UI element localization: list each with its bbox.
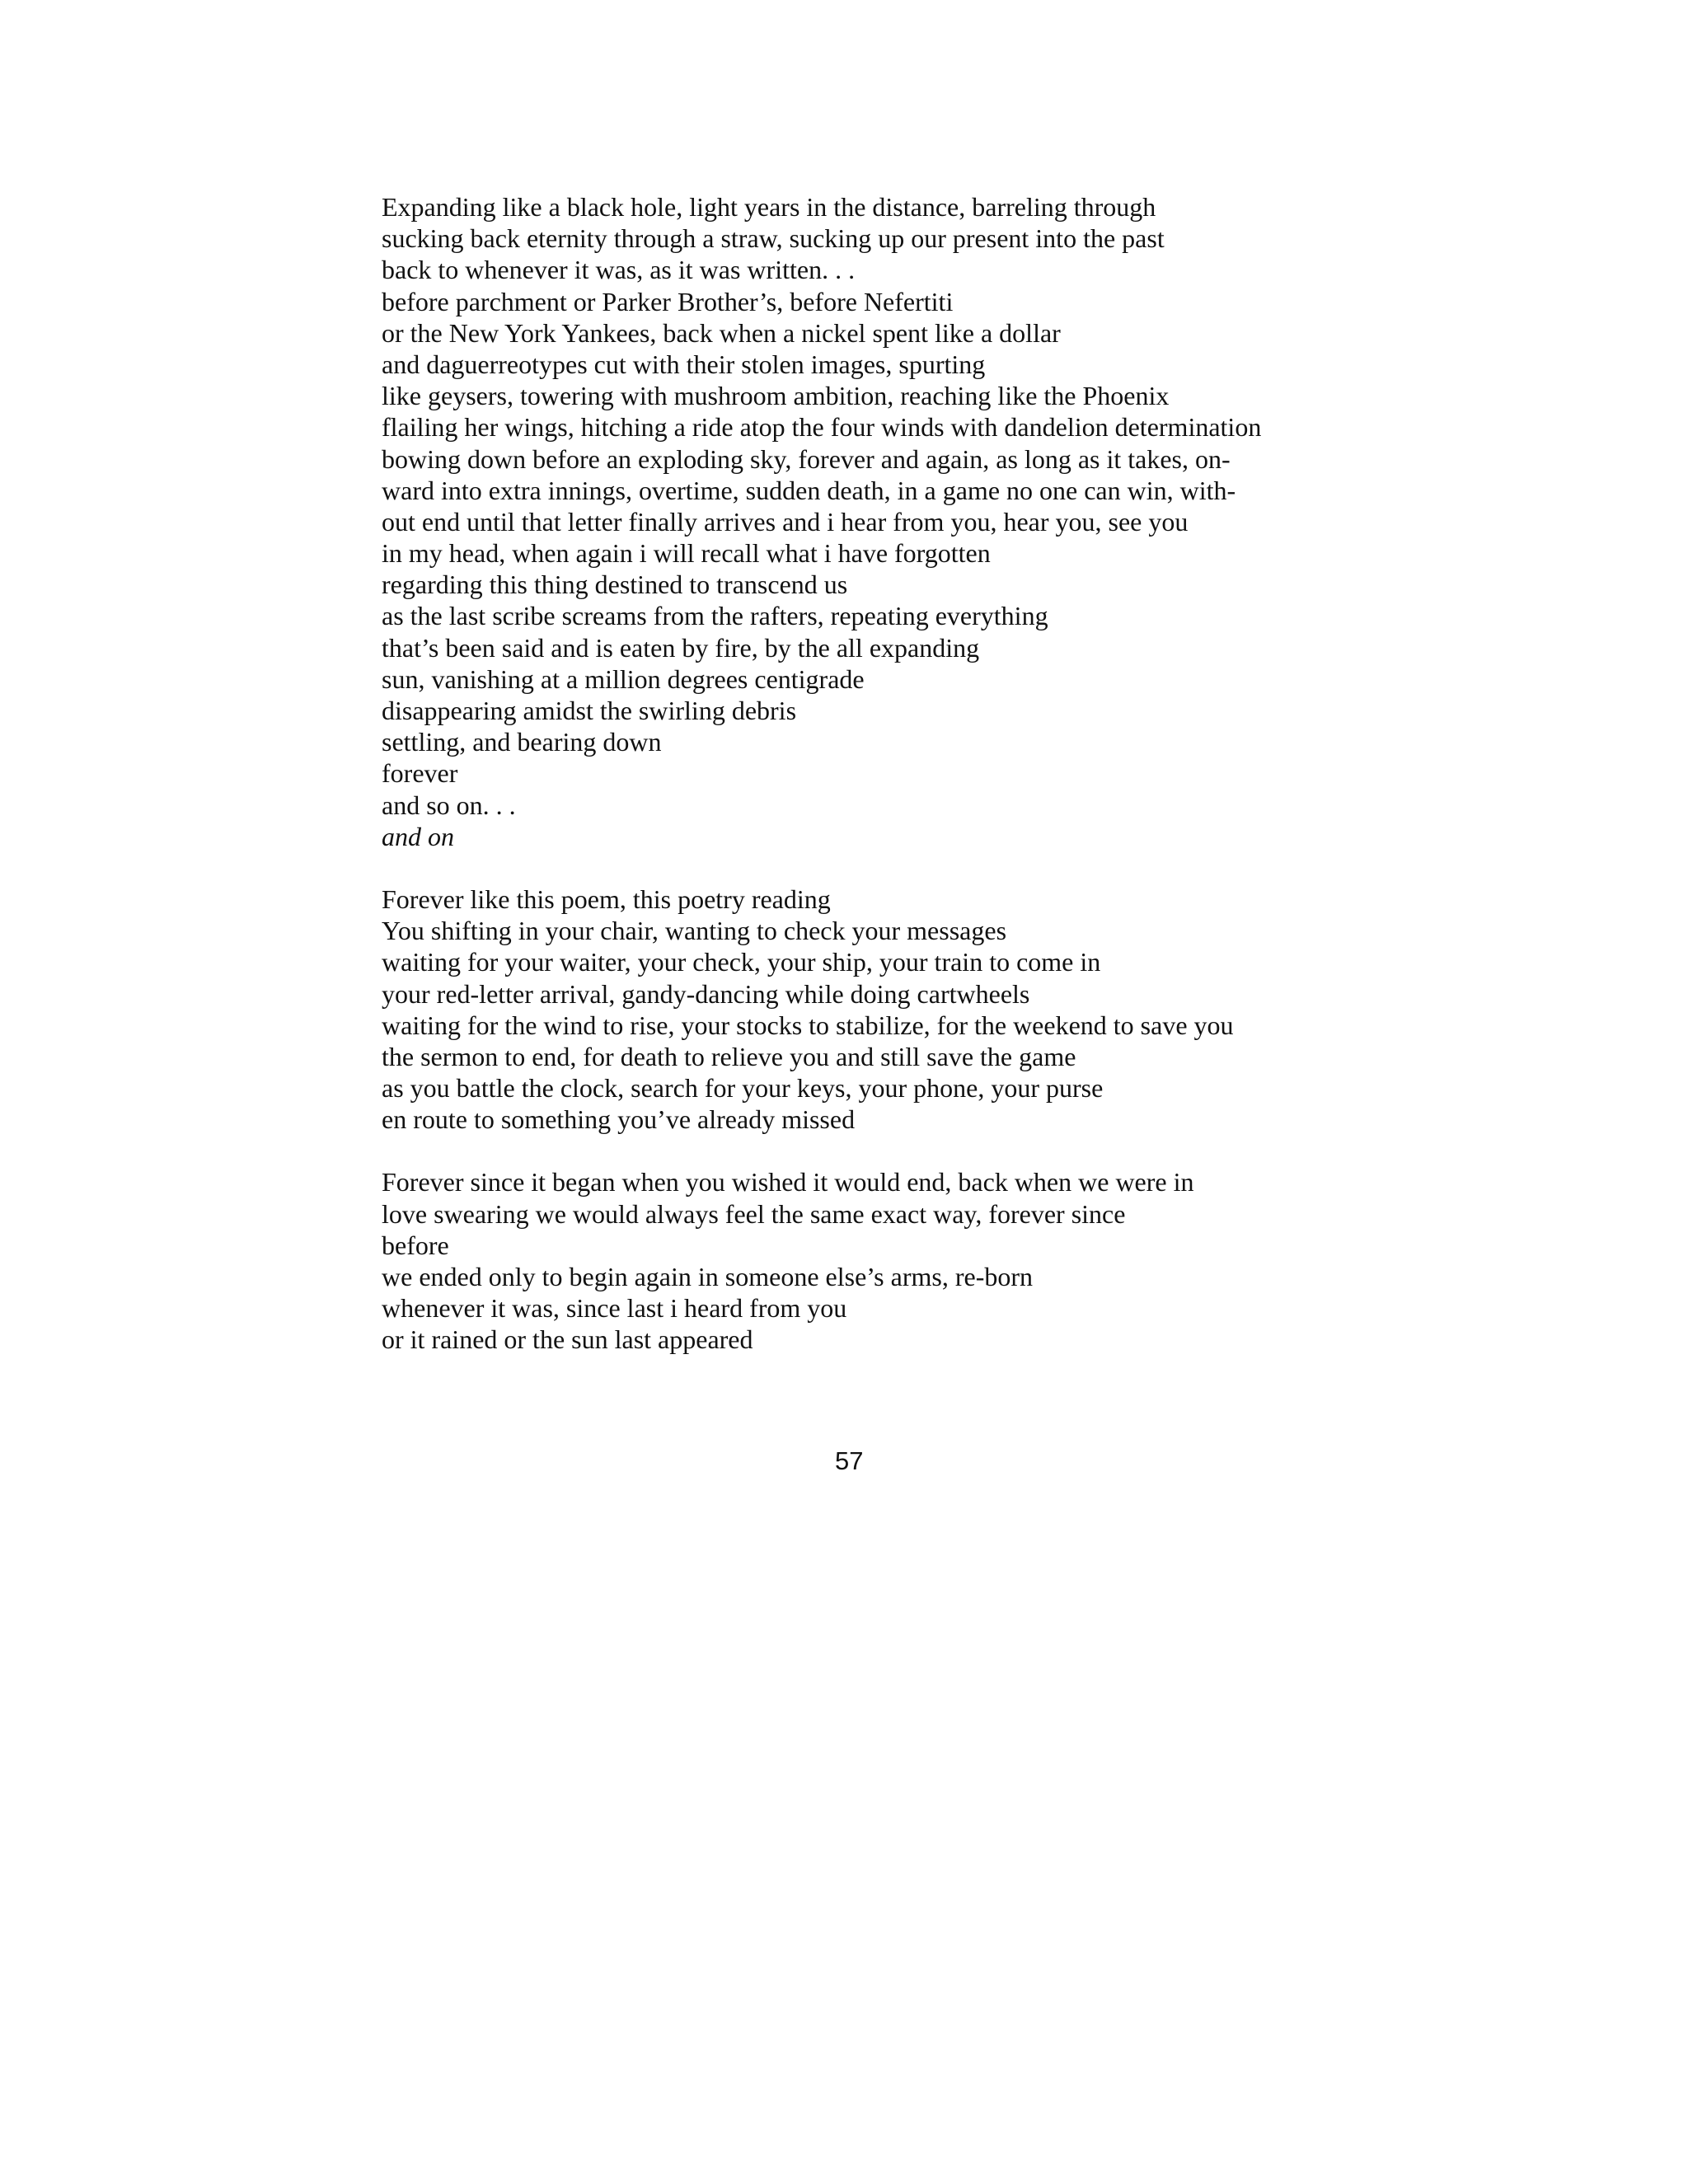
poem-line: like geysers, towering with mushroom ambition, reaching like the Phoenix — [382, 381, 1170, 411]
poem-line: or it rained or the sun last appeared — [382, 1324, 753, 1355]
poem-line: waiting for your waiter, your check, your ship, your train to come in — [382, 947, 1101, 977]
poem-line: en route to something you’ve already missed — [382, 1104, 856, 1135]
poem-line: disappearing amidst the swirling debris — [382, 696, 797, 725]
poem-line: You shifting in your chair, wanting to check your messages — [382, 916, 1007, 946]
poem-line: as you battle the clock, search for your keys, your phone, your purse — [382, 1073, 1104, 1104]
poem-line: settling, and bearing down — [382, 727, 662, 757]
poem-line: sucking back eternity through a straw, sucking up our present into the past — [382, 223, 1165, 254]
stanza-2 — [382, 883, 1667, 1136]
poem-line: before — [382, 1230, 449, 1260]
stanza-3 — [382, 1166, 1667, 1355]
poem-line: and so on. . . — [382, 790, 516, 820]
poem-line: ward into extra innings, overtime, sudden death, in a game no one can win, with- — [382, 475, 1236, 505]
poem-line: love swearing we would always feel the same exact way, forever since — [382, 1198, 1126, 1229]
page-number: 57 — [835, 1446, 864, 1475]
poem-line: whenever it was, since last i heard from you — [382, 1293, 847, 1324]
poem-line: that’s been said and is eaten by fire, by the all expanding — [382, 632, 980, 663]
poem-line: forever — [382, 758, 458, 789]
poem-line: bowing down before an exploding sky, forever and again, as long as it takes, on- — [382, 443, 1231, 474]
poem-body — [382, 191, 1667, 1387]
poem-line: flailing her wings, hitching a ride atop the four winds with dandelion determination — [382, 412, 1262, 443]
poem-line: and daguerreotypes cut with their stolen images, spurting — [382, 349, 986, 379]
poem-line: sun, vanishing at a million degrees centigrade — [382, 663, 865, 694]
poem-line: the sermon to end, for death to relieve you and still save the game — [382, 1041, 1076, 1071]
poem-line: your red-letter arrival, gandy-dancing while doing cartwheels — [382, 978, 1030, 1009]
poem-line: we ended only to begin again in someone else’s arms, re-born — [382, 1262, 1033, 1291]
poem-line: regarding this thing destined to transcend us — [382, 569, 848, 600]
poem-line-italic: and on — [382, 821, 454, 851]
stanza-1 — [382, 191, 1667, 852]
poem-line: in my head, when again i will recall what i have forgotten — [382, 538, 991, 569]
poem-line: as the last scribe screams from the rafters, repeating everything — [382, 601, 1048, 631]
poem-line: waiting for the wind to rise, your stocks to stabilize, for the weekend to save you — [382, 1010, 1234, 1040]
poem-line: or the New York Yankees, back when a nickel spent like a dollar — [382, 317, 1061, 348]
poem-line: Expanding like a black hole, light years in the distance, barreling through — [382, 192, 1156, 222]
poem-line: before parchment or Parker Brother’s, before Nefertiti — [382, 286, 954, 316]
poem-line: Forever like this poem, this poetry reading — [382, 883, 831, 914]
poem-line: back to whenever it was, as it was written. . . — [382, 255, 856, 285]
poem-line: out end until that letter finally arrives and i hear from you, hear you, see you — [382, 506, 1189, 537]
poem-line: Forever since it began when you wished it would end, back when we were in — [382, 1167, 1194, 1197]
